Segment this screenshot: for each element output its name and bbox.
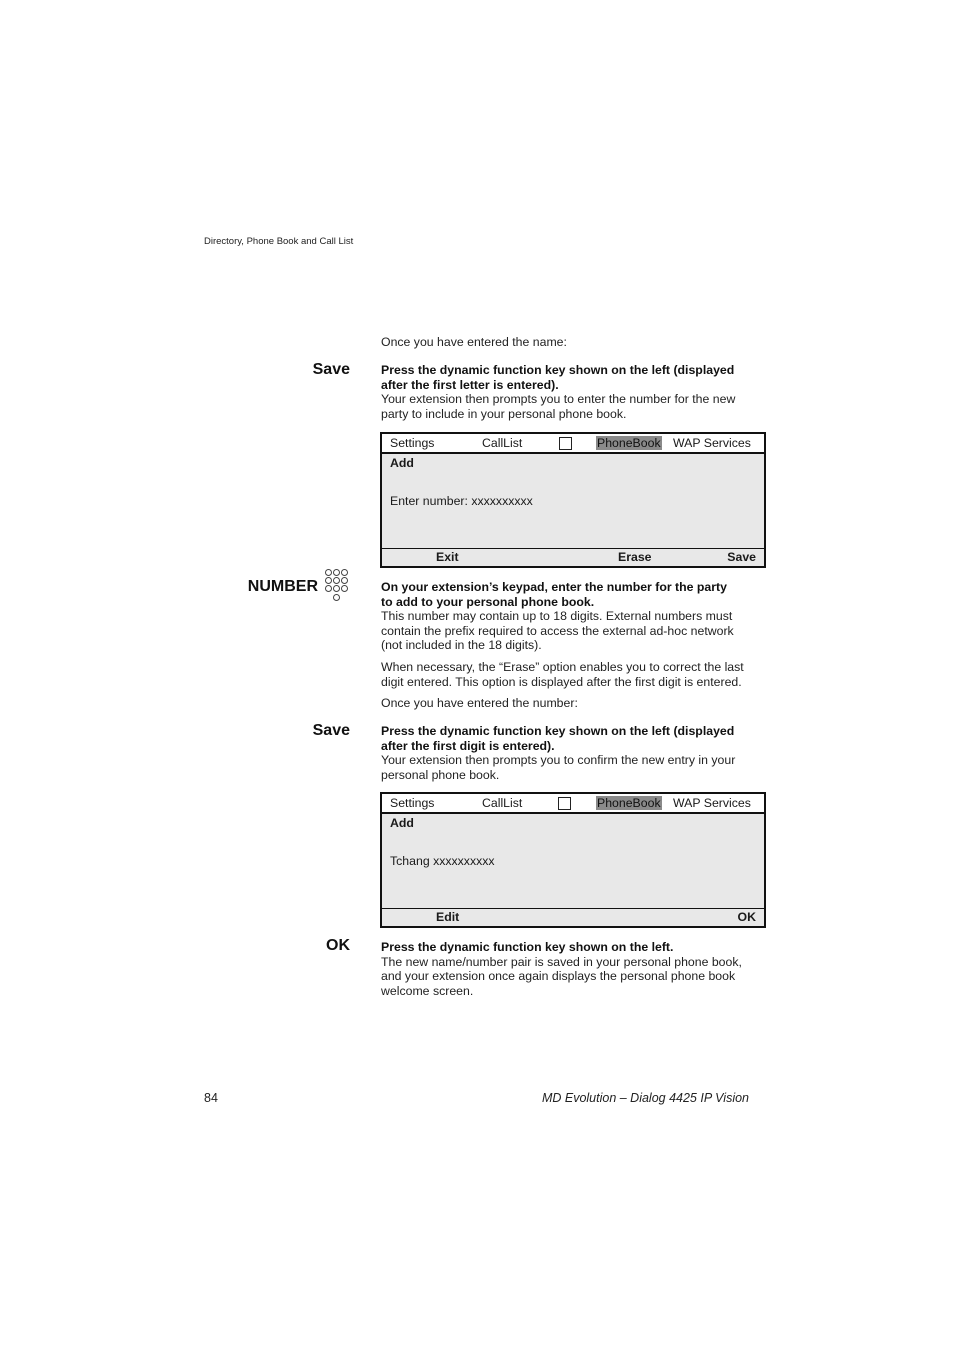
display-entry-line: Tchang xxxxxxxxxx xyxy=(390,854,495,868)
checkbox-icon xyxy=(559,437,572,450)
number-step xyxy=(381,580,761,711)
softkey-ok: OK xyxy=(737,910,756,924)
description-line: personal phone book. xyxy=(381,767,500,782)
ok-key-label: OK xyxy=(326,937,350,954)
softkey-save: Save xyxy=(727,550,756,564)
ok-step xyxy=(381,940,761,998)
display-tab-bar xyxy=(382,794,764,814)
description-line: This number may contain up to 18 digits. External numbers must xyxy=(381,609,733,624)
softkey-bar xyxy=(382,548,764,566)
instruction-line: On your extension’s keypad, enter the number for the party xyxy=(381,580,727,594)
instruction-line: Press the dynamic function key shown on the left. xyxy=(381,940,674,954)
description-line: and your extension once again displays the personal phone book xyxy=(381,969,736,984)
description-line: digit entered. This option is displayed after the first digit is entered. xyxy=(381,674,742,689)
save-step-2 xyxy=(381,724,761,782)
tab-phonebook: PhoneBook xyxy=(597,436,661,450)
description-line: Your extension then prompts you to enter the number for the new xyxy=(381,392,736,407)
softkey-exit: Exit xyxy=(436,550,459,564)
description-line: contain the prefix required to access the external ad-hoc network xyxy=(381,623,734,638)
save-key-label: Save xyxy=(312,722,350,739)
description-line: (not included in the 18 digits). xyxy=(381,638,542,653)
instruction-line: after the first digit is entered). xyxy=(381,738,555,753)
instruction-line: to add to your personal phone book. xyxy=(381,594,595,609)
description-line: Your extension then prompts you to confirm the new entry in your xyxy=(381,753,736,768)
description-line: When necessary, the “Erase” option enables you to correct the last xyxy=(381,659,744,674)
page-number: 84 xyxy=(204,1091,218,1105)
instruction-line: Press the dynamic function key shown on the left (displayed xyxy=(381,363,735,377)
display-tab-bar xyxy=(382,434,764,454)
display-title: Add xyxy=(390,816,414,830)
keypad-icon xyxy=(325,569,349,603)
instruction-line: after the first letter is entered). xyxy=(381,377,559,392)
intro-text: Once you have entered the name: xyxy=(381,335,567,349)
tab-calllist: CallList xyxy=(482,436,523,450)
display-title: Add xyxy=(390,456,414,470)
tab-wap-services: WAP Services xyxy=(673,796,751,810)
tab-wap-services: WAP Services xyxy=(673,436,751,450)
save-step-1 xyxy=(381,363,761,421)
softkey-bar xyxy=(382,908,764,926)
checkbox-icon xyxy=(558,797,571,810)
description-line: welcome screen. xyxy=(381,983,474,998)
description-line: The new name/number pair is saved in your personal phone book, xyxy=(381,954,742,969)
tab-settings: Settings xyxy=(390,436,435,450)
softkey-edit: Edit xyxy=(436,910,460,924)
phone-display-enter-number xyxy=(380,432,766,568)
running-header: Directory, Phone Book and Call List xyxy=(204,236,354,247)
softkey-erase: Erase xyxy=(618,550,652,564)
tab-settings: Settings xyxy=(390,796,435,810)
phone-display-confirm-entry xyxy=(380,792,766,928)
document-title: MD Evolution – Dialog 4425 IP Vision xyxy=(541,1091,749,1105)
intro-text: Once you have entered the number: xyxy=(381,696,578,711)
tab-phonebook: PhoneBook xyxy=(597,796,661,810)
display-entry-line: Enter number: xxxxxxxxxx xyxy=(390,494,533,508)
save-key-label: Save xyxy=(312,361,350,378)
tab-calllist: CallList xyxy=(482,796,523,810)
number-key-label: NUMBER xyxy=(247,578,318,595)
description-line: party to include in your personal phone book. xyxy=(381,406,627,421)
instruction-line: Press the dynamic function key shown on the left (displayed xyxy=(381,724,735,738)
